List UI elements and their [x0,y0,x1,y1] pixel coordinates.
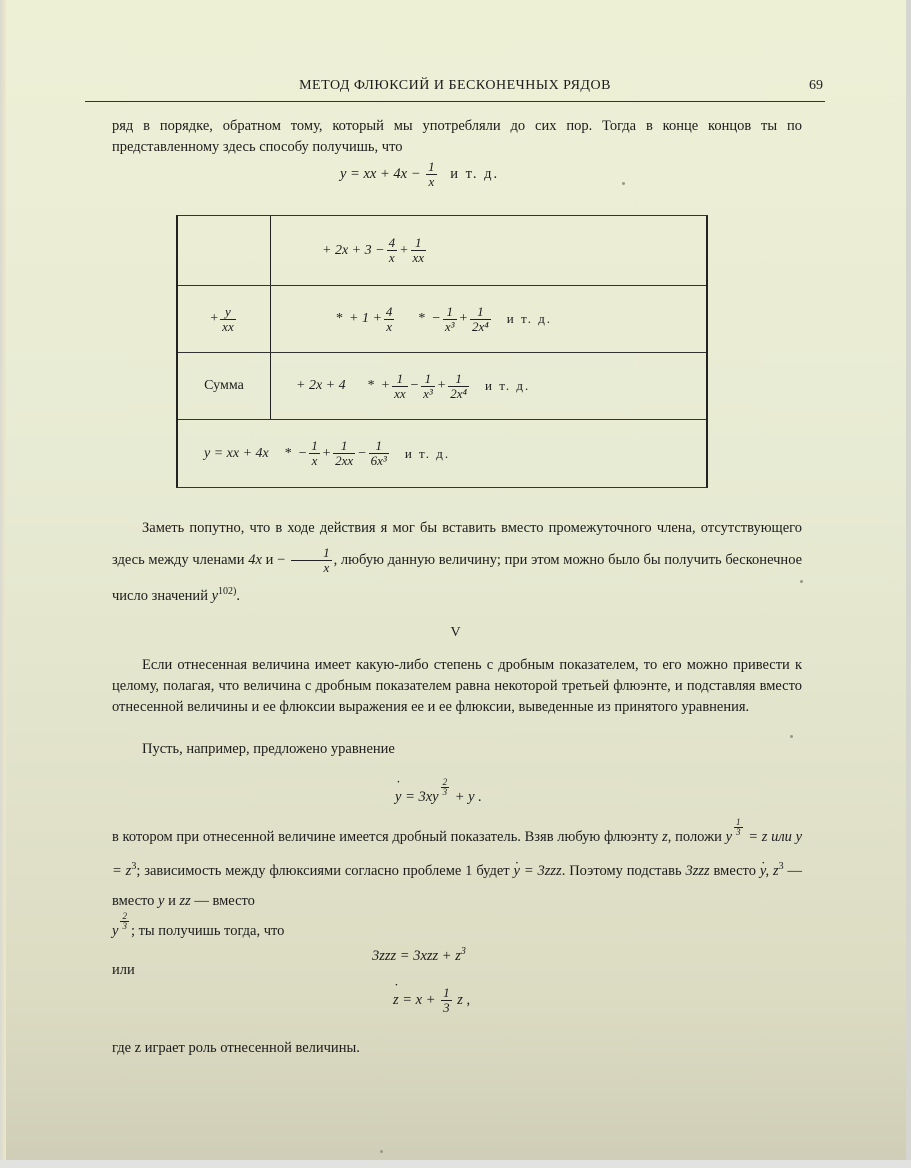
paragraph-5: в котором при отнесенной величине имеется дробный показатель. Взяв любую флюэнту z, положи y $\frac{1}{3}$ = z или $y = z^3$; зависимость между флюксиями согласно проблеме 1 будет ˙ y = 3zzz. Поэтому подставь 3zzz вместо ˙ y, $z^3$ — вместо y и zz — вместо [112,818,802,916]
paragraph-1: ряд в порядке, обратном тому, который мы употребляли до сих пор. Тогда в конце концов ты по представленному здесь способу получишь, что [112,118,802,155]
paper-speck [800,580,803,583]
table-row [178,216,706,286]
row-label [178,216,271,285]
paragraph-3: Если отнесенная величина имеет какую-либо степень с дробным показателем, то его можно привести к целому, полагая, что величина с дробным показателем равна некоторой третьей флюэнте, и подставляя вместо отнесенной величины и ее флюксии выражения ее и ее флюксии, выведенные из принятого уравнения. [112,657,802,715]
paper-speck [790,735,793,738]
row-expression: + 2x + 3 − $\frac{4}{x}$ + $\frac{1}{xx}$ [322,235,425,265]
paragraph-4: Пусть, например, предложено уравнение [142,741,395,757]
paragraph-7: или [112,962,135,978]
equation-3: $3zzz = 3xzz + z^3$ [372,946,466,964]
page-number: 69 [809,78,823,93]
row-expression: y = xx + 4x * − $\frac{1}{x}$ + $\frac{1}{2xx}$ − $\frac{1}{\text{6x³}}$ и т. д. [204,438,451,468]
table-row [178,286,706,353]
page-right-edge [906,0,911,1168]
etc-label: и т. д. [484,378,531,393]
section-number: V [450,625,461,640]
running-title: МЕТОД ФЛЮКСИЙ И БЕСКОНЕЧНЫХ РЯДОВ [299,78,611,93]
table-row [178,353,706,420]
equation-4: ˙ z = x + $\frac{1}{3}$ z , [393,986,470,1015]
paper-speck [622,182,625,185]
paragraph-8: где z играет роль отнесенной величины. [112,1040,360,1056]
running-header [85,78,825,100]
header-rule [85,101,825,102]
paper-speck [380,1150,383,1153]
page-bottom-edge [0,1160,911,1168]
row-label: Сумма [178,353,271,419]
table-row [178,420,706,487]
etc-label: и т. д. [450,165,500,182]
series-table [176,215,708,488]
etc-label: и т. д. [506,311,553,326]
equation-2: ˙ y = 3xy $\frac{2}{3}$ + y . [395,778,482,806]
page-left-edge [0,0,6,1168]
fraction: $\frac{1}{x}$ [428,159,435,189]
row-expression: * + 1 + $\frac{4}{x}$ * − $\frac{1}{\text{x³}}$ + $\frac{1}{\text{2x⁴}}$ и т. д. [336,303,553,334]
equation-1 [340,160,499,189]
paragraph-2: Заметь попутно, что в ходе действия я мог бы вставить вместо промежуточного члена, отсутствующего здесь между членами 4x и − $\frac{1}{x}$ , любую данную величину; при этом можно было бы получить бесконечное число значений $y^{102)}$. [112,520,803,604]
paragraph-6: y $\frac{2}{3}$ ; ты получишь тогда, что [112,911,285,939]
equation-1-lhs: y = xx + 4x − [340,165,421,182]
footnote-ref[interactable]: 102) [218,586,237,597]
row-expression: + 2x + 4 * + $\frac{1}{xx}$ − $\frac{1}{\text{x³}}$ + $\frac{1}{\text{2x⁴}}$ и т. д. [296,370,531,401]
etc-label: и т. д. [404,445,451,461]
row-label: + $\frac{y}{xx}$ [178,286,271,352]
